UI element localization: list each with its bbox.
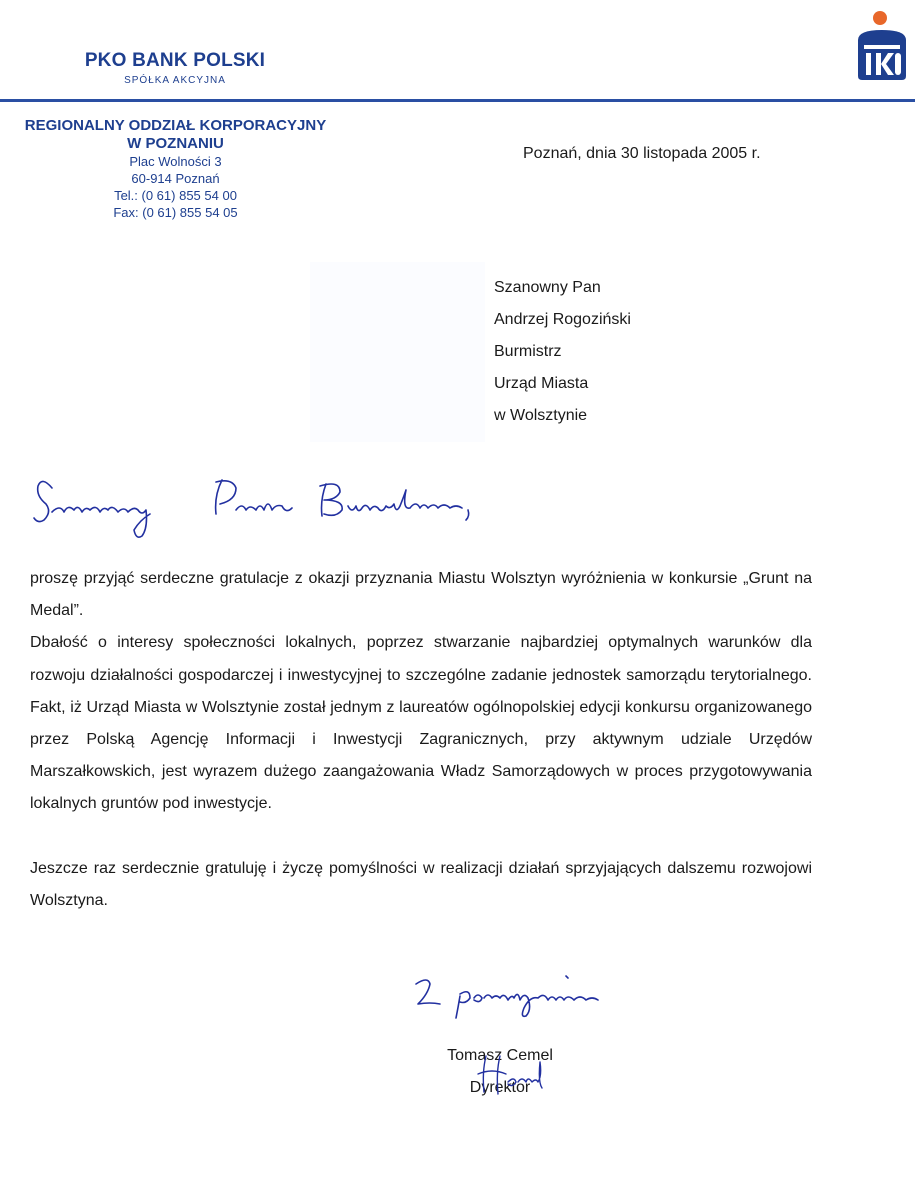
addressee-line: Andrzej Rogoziński — [494, 311, 631, 328]
signer-name: Tomasz Cemel — [447, 1047, 553, 1064]
branch-fax: Fax: (0 61) 855 54 05 — [113, 205, 238, 220]
branch-address-block — [3, 117, 348, 221]
bank-subtitle: SPÓŁKA AKCYJNA — [124, 75, 226, 86]
bank-name: PKO BANK POLSKI — [84, 50, 266, 71]
letter-body — [30, 563, 812, 917]
addressee-line: w Wolsztynie — [494, 407, 588, 424]
handwritten-salutation — [30, 470, 510, 540]
branch-street: Plac Wolności 3 — [129, 154, 222, 169]
branch-postal: 60-914 Poznań — [131, 171, 220, 186]
handwritten-closing — [408, 970, 623, 1020]
pko-logo-icon — [854, 10, 910, 82]
body-paragraph: proszę przyjąć serdeczne gratulacje z okazji przyznania Miastu Wolsztyn wyróżnienia w konkursie „Grunt na Medal”. — [30, 570, 812, 620]
handwritten-signature — [470, 1052, 550, 1102]
letter-date: Poznań, dnia 30 listopada 2005 r. — [523, 145, 761, 162]
header-divider — [0, 99, 915, 102]
addressee-line: Szanowny Pan — [494, 279, 601, 296]
branch-name: REGIONALNY ODDZIAŁ KORPORACYJNY — [24, 117, 327, 134]
branch-tel: Tel.: (0 61) 855 54 00 — [114, 188, 237, 203]
body-paragraph: Jeszcze raz serdecznie gratuluję i życzę pomyślności w realizacji działań sprzyjających dalszemu rozwojowi Wolsztyna. — [30, 859, 812, 909]
addressee-block — [494, 272, 631, 432]
addressee-line: Burmistrz — [494, 343, 562, 360]
body-paragraph: Dbałość o interesy społeczności lokalnych, poprzez stwarzanie najbardziej optymalnych warunków dla rozwoju działalności gospodarczej i inwestycyjnej to szczególne zadanie jednostek samorządu terytorialnego. Fakt, iż Urząd Miasta w Wolsztynie został jednym z laureatów ogólnopolskiej edycji konkursu organizowanego przez Polską Agencję Informacji i Inwestycji Zagranicznych, przy aktywnym udziale Urzędów Marszałkowskich, jest wyrazem dużego zaangażowania Władz Samorządowych w proces przygotowywania lokalnych gruntów pod inwestycje. — [30, 634, 812, 813]
signer-title: Dyrektor — [469, 1079, 531, 1096]
scan-shade — [310, 262, 485, 442]
addressee-line: Urząd Miasta — [494, 375, 589, 392]
branch-city: W POZNANIU — [127, 135, 224, 152]
